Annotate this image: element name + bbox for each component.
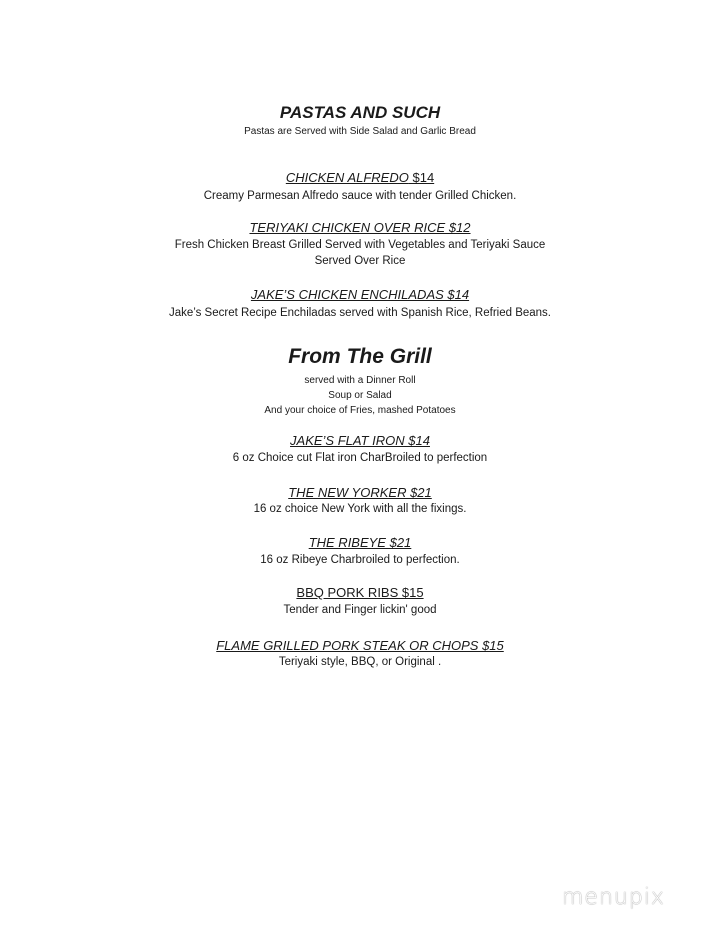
menu-item-title: FLAME GRILLED PORK STEAK OR CHOPS $15 [216,638,504,653]
grill-section-title: From The Grill [288,345,432,368]
grill-subtitle-line: And your choice of Fries, mashed Potatoes [264,405,456,416]
menu-item-title: THE NEW YORKER $21 [288,485,432,500]
menupix-watermark: menupix [562,885,665,910]
menu-item-description: Served Over Rice [314,255,406,267]
menu-item-description: Creamy Parmesan Alfredo sauce with tender Grilled Chicken. [203,190,517,202]
menu-item-description: Tender and Finger lickin' good [283,604,437,616]
grill-subtitle-line: Soup or Salad [328,390,392,401]
menu-item-description: 16 oz choice New York with all the fixings. [253,503,467,515]
pastas-section-title: PASTAS AND SUCH [279,103,441,122]
menu-item-title: BBQ PORK RIBS $15 [296,585,424,600]
menu-item-description: 16 oz Ribeye Charbroiled to perfection. [260,554,460,566]
menu-item-title: TERIYAKI CHICKEN OVER RICE $12 [249,220,471,235]
menu-item-title: JAKE’S FLAT IRON $14 [290,433,430,448]
menu-item-description: 6 oz Choice cut Flat iron CharBroiled to perfection [232,452,488,464]
menu-item-description: Fresh Chicken Breast Grilled Served with Vegetables and Teriyaki Sauce [174,239,546,251]
menu-item-title: JAKE’S CHICKEN ENCHILADAS $14 [250,287,470,302]
menu-item-description: Jake’s Secret Recipe Enchiladas served with Spanish Rice, Refried Beans. [168,307,552,319]
grill-subtitle-line: served with a Dinner Roll [304,375,416,386]
menu-item-title: THE RIBEYE $21 [308,535,412,550]
menu-item-description: Teriyaki style, BBQ, or Original . [278,656,442,668]
menu-item-title: CHICKEN ALFREDO $14 [285,170,435,185]
pastas-subtitle: Pastas are Served with Side Salad and Garlic Bread [244,126,476,137]
